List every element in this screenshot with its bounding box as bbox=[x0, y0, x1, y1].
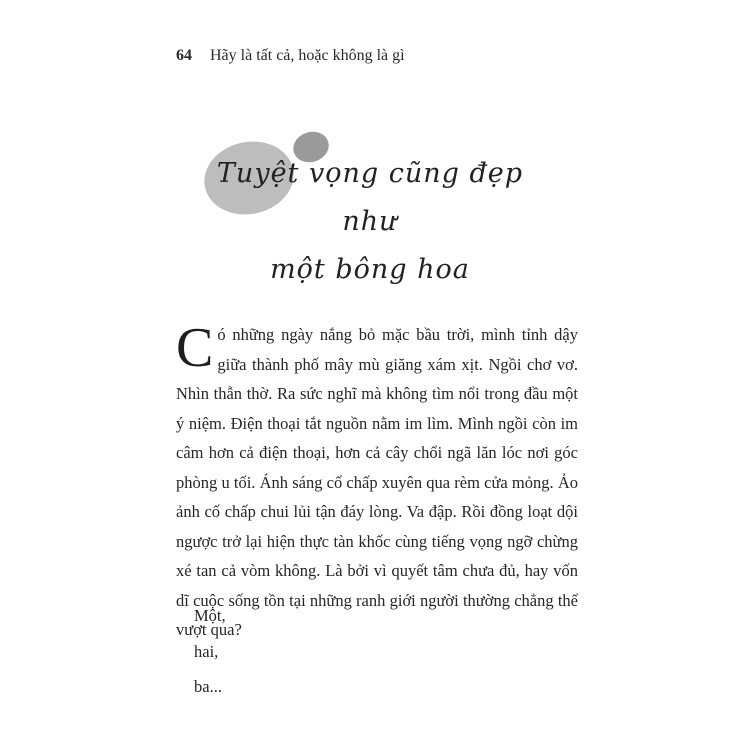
count-line-one: Một, bbox=[194, 606, 226, 625]
chapter-title bbox=[200, 150, 540, 294]
book-title: Hãy là tất cả, hoặc không là gì bbox=[210, 47, 405, 64]
drop-cap: C bbox=[176, 317, 214, 379]
chapter-title-line-1: Tuyệt vọng cũng đẹp như bbox=[216, 158, 524, 237]
page-number: 64 bbox=[176, 47, 192, 64]
body-paragraph bbox=[176, 317, 578, 645]
running-header bbox=[176, 47, 405, 65]
count-line-two: hai, bbox=[194, 642, 219, 661]
paragraph-text: ó những ngày nắng bỏ mặc bầu trời, mình tỉnh dậy giữa thành phố mây mù giăng xám xịt. Ngồi chơ vơ. Nhìn thẫn thờ. Ra sức nghĩ mà không tìm nổi trong đầu một ý niệm. Điện thoại tắt nguồn nằm im lìm. Mình ngồi còn im câm hơn cả điện thoại, hơn cả cây chổi ngã lăn lóc nơi góc phòng u tối. Ánh sáng cố chấp xuyên qua rèm cửa mỏng. Ảo ảnh cố chấp chui lủi tận đáy lòng. Va đập. Rồi đồng loạt dội ngược trở lại hiện thực tàn khốc cùng tiếng vọng ngỡ chừng xé tan cả vòm không. Là bởi vì quyết tâm chưa đủ, hay vốn dĩ cuộc sống tồn tại những ranh giới người thường chẳng thể vượt qua? bbox=[176, 325, 578, 639]
chapter-title-line-2: một bông hoa bbox=[270, 254, 470, 285]
count-line-three: ba... bbox=[194, 677, 222, 696]
